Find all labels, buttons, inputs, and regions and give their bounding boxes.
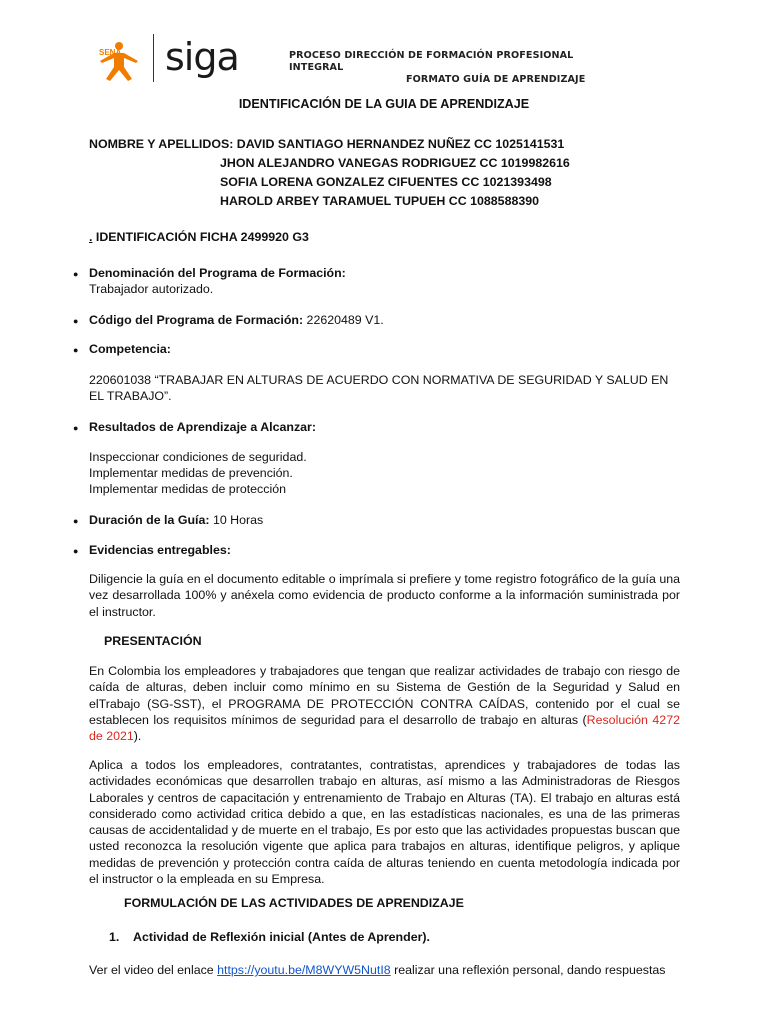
competencia-label: Competencia: bbox=[89, 342, 171, 356]
presentacion-p1-text: En Colombia los empleadores y trabajadores que tengan que realizar actividades de trabajo con riesgo de caída de alturas, deben incluir como mínimo en su Sistema de Gestión de la Seguridad y Salud en elTrabajo (SG-SST), el PROGRAMA DE PROTECCIÓN CONTRA CAÍDAS, contenido por el cual se establecen los requisitos mínimos de seguridad para el desarrollo de trabajo en alturas ( bbox=[89, 664, 680, 727]
bullet-icon: ● bbox=[73, 269, 79, 279]
video-link[interactable]: https://youtu.be/M8WYW5NutI8 bbox=[217, 963, 391, 977]
name-row: JHON ALEJANDRO VANEGAS RODRIGUEZ CC 1019982616 bbox=[220, 156, 570, 170]
header-process-line1: PROCESO DIRECCIÓN DE FORMACIÓN PROFESIONAL bbox=[289, 50, 574, 61]
ficha-prefix: . bbox=[89, 230, 93, 244]
resolucion-reference: Resolución 4272 de 2021 bbox=[89, 712, 680, 744]
codigo-label: Código del Programa de Formación: bbox=[89, 313, 304, 327]
competencia-value: 220601038 “TRABAJAR EN ALTURAS DE ACUERDO CON NORMATIVA DE SEGURIDAD Y SALUD EN EL TRABAJO”. bbox=[89, 373, 669, 404]
video-pre-text: Ver el video del enlace bbox=[89, 963, 218, 977]
presentacion-p1-end: ). bbox=[133, 729, 142, 744]
activity-number: 1. bbox=[109, 930, 120, 944]
siga-logo: siga bbox=[165, 35, 239, 79]
names-label-row: NOMBRE Y APELLIDOS: DAVID SANTIAGO HERNANDEZ NUÑEZ CC 1025141531 bbox=[89, 137, 565, 151]
resultados-list bbox=[89, 449, 307, 497]
evidencias-label: Evidencias entregables: bbox=[89, 543, 231, 557]
denominacion-label: Denominación del Programa de Formación: bbox=[89, 266, 346, 280]
list-item: Implementar medidas de prevención. bbox=[89, 466, 293, 480]
ficha-identification bbox=[89, 230, 309, 244]
formulacion-heading: FORMULACIÓN DE LAS ACTIVIDADES DE APRENDIZAJE bbox=[124, 896, 464, 910]
logo-divider bbox=[153, 34, 154, 82]
sena-logo-text: SENA bbox=[99, 48, 122, 57]
duracion-item bbox=[89, 512, 263, 528]
bullet-icon: ● bbox=[73, 316, 79, 326]
codigo-value: 22620489 V1. bbox=[303, 313, 384, 327]
bullet-icon: ● bbox=[73, 546, 79, 556]
activity-title: Actividad de Reflexión inicial (Antes de Aprender). bbox=[133, 930, 430, 944]
evidencias-value: Diligencie la guía en el documento editable o imprímala si prefiere y tome registro fotográfico de la guía una vez desarrollada 100% y anéxela como evidencia de producto conforme a la información suministrada por el instructor. bbox=[89, 572, 680, 619]
sena-logo bbox=[96, 37, 142, 83]
name-row: SOFIA LORENA GONZALEZ CIFUENTES CC 1021393498 bbox=[220, 175, 552, 189]
page-title: IDENTIFICACIÓN DE LA GUIA DE APRENDIZAJE bbox=[238, 97, 530, 111]
list-item: Inspeccionar condiciones de seguridad. bbox=[89, 450, 307, 464]
bullet-icon: ● bbox=[73, 423, 79, 433]
video-instruction bbox=[89, 962, 680, 978]
header-process-line2: INTEGRAL bbox=[289, 62, 344, 73]
duracion-value: 10 Horas bbox=[209, 513, 264, 527]
list-item: Implementar medidas de protección bbox=[89, 482, 286, 496]
video-post-text: realizar una reflexión personal, dando respuestas bbox=[390, 963, 666, 977]
name-row: HAROLD ARBEY TARAMUEL TUPUEH CC 1088588390 bbox=[220, 194, 540, 208]
header-format-title: FORMATO GUÍA DE APRENDIZAJE bbox=[406, 74, 586, 85]
resultados-label: Resultados de Aprendizaje a Alcanzar: bbox=[89, 420, 316, 434]
duracion-label: Duración de la Guía: bbox=[89, 513, 210, 527]
bullet-icon: ● bbox=[73, 345, 79, 355]
presentacion-heading: PRESENTACIÓN bbox=[104, 634, 202, 648]
presentacion-paragraph-1 bbox=[89, 663, 680, 744]
presentacion-paragraph-2: Aplica a todos los empleadores, contratantes, contratistas, aprendices y trabajadores de todas las actividades económicas que desarrollen trabajo en alturas, así mismo a las Administradoras de Riesgos Laborales y centros de capacitación y entrenamiento de Trabajo en Alturas (TA). El trabajo en alturas está considerado como actividad critica debido a que, en las estadísticas nacionales, es una de las primeras causas de accidentalidad y de muerte en el trabajo, Es por esto que las actividades propuestas buscan que usted reconozca la resolución vigente que aplica para trabajos en alturas, identifique peligros, y aplique medidas de prevención y protección contra caída de alturas teniendo en cuenta metodología indicada por el instructor o la empleada en su Empresa. bbox=[89, 758, 680, 887]
bullet-icon: ● bbox=[73, 516, 79, 526]
denominacion-item bbox=[89, 265, 346, 297]
denominacion-value: Trabajador autorizado. bbox=[89, 282, 214, 296]
ficha-text: IDENTIFICACIÓN FICHA 2499920 G3 bbox=[92, 230, 309, 244]
codigo-item bbox=[89, 312, 384, 328]
